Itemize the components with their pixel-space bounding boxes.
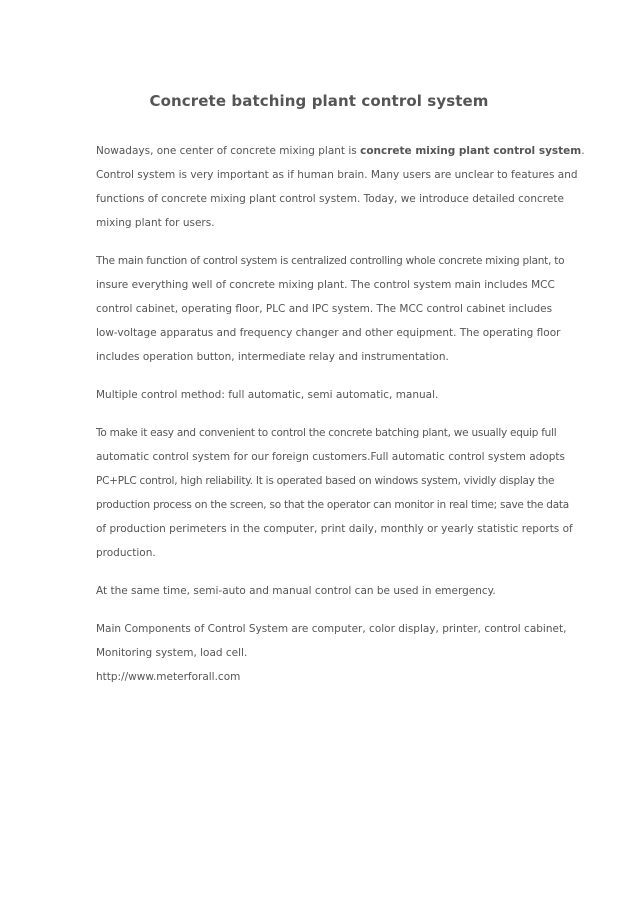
paragraph-automatic-control: [96, 421, 573, 565]
paragraph-main-function: [96, 249, 565, 369]
text-line: functions of concrete mixing plant control system. Today, we introduce detailed concrete: [96, 193, 564, 205]
source-url-paragraph: [96, 665, 556, 689]
text-line: automatic control system for our foreign customers.Full automatic control system adopts: [96, 451, 566, 463]
paragraph-control-method: [96, 383, 556, 407]
text-line: [96, 139, 585, 163]
text-line: includes operation button, intermediate relay and instrumentation.: [96, 351, 449, 363]
text-line: mixing plant for users.: [96, 217, 215, 229]
source-url: http://www.meterforall.com: [96, 671, 241, 683]
paragraph-emergency: [96, 579, 556, 603]
text-line: At the same time, semi-auto and manual control can be used in emergency.: [96, 585, 496, 597]
text-line: To make it easy and convenient to control the concrete batching plant, we usually equip full: [96, 427, 557, 439]
text-line: of production perimeters in the computer, print daily, monthly or yearly statistic reports of: [96, 523, 573, 535]
paragraph-components: [96, 617, 567, 665]
text-line: Control system is very important as if human brain. Many users are unclear to features and: [96, 169, 578, 181]
text-line: PC+PLC control, high reliability. It is operated based on windows system, vividly display the: [96, 475, 555, 487]
text-line: low-voltage apparatus and frequency changer and other equipment. The operating floor: [96, 327, 561, 339]
text-line: insure everything well of concrete mixing plant. The control system main includes MCC: [96, 279, 555, 291]
paragraph-intro: [96, 139, 585, 235]
page-title: Concrete batching plant control system: [149, 92, 489, 110]
text-line: Monitoring system, load cell.: [96, 647, 248, 659]
text-segment: Nowadays, one center of concrete mixing plant is: [96, 145, 361, 157]
text-line: The main function of control system is centralized controlling whole concrete mixing plant, to: [96, 255, 565, 267]
text-segment: .: [581, 145, 585, 157]
text-line: Multiple control method: full automatic, semi automatic, manual.: [96, 389, 439, 401]
text-line: production.: [96, 547, 156, 559]
text-line: control cabinet, operating floor, PLC and IPC system. The MCC control cabinet includes: [96, 303, 553, 315]
bold-keyword: concrete mixing plant control system: [360, 145, 582, 157]
text-line: Main Components of Control System are computer, color display, printer, control cabinet,: [96, 623, 567, 635]
document-body: [96, 139, 585, 703]
text-line: production process on the screen, so that the operator can monitor in real time; save the data: [96, 499, 569, 511]
